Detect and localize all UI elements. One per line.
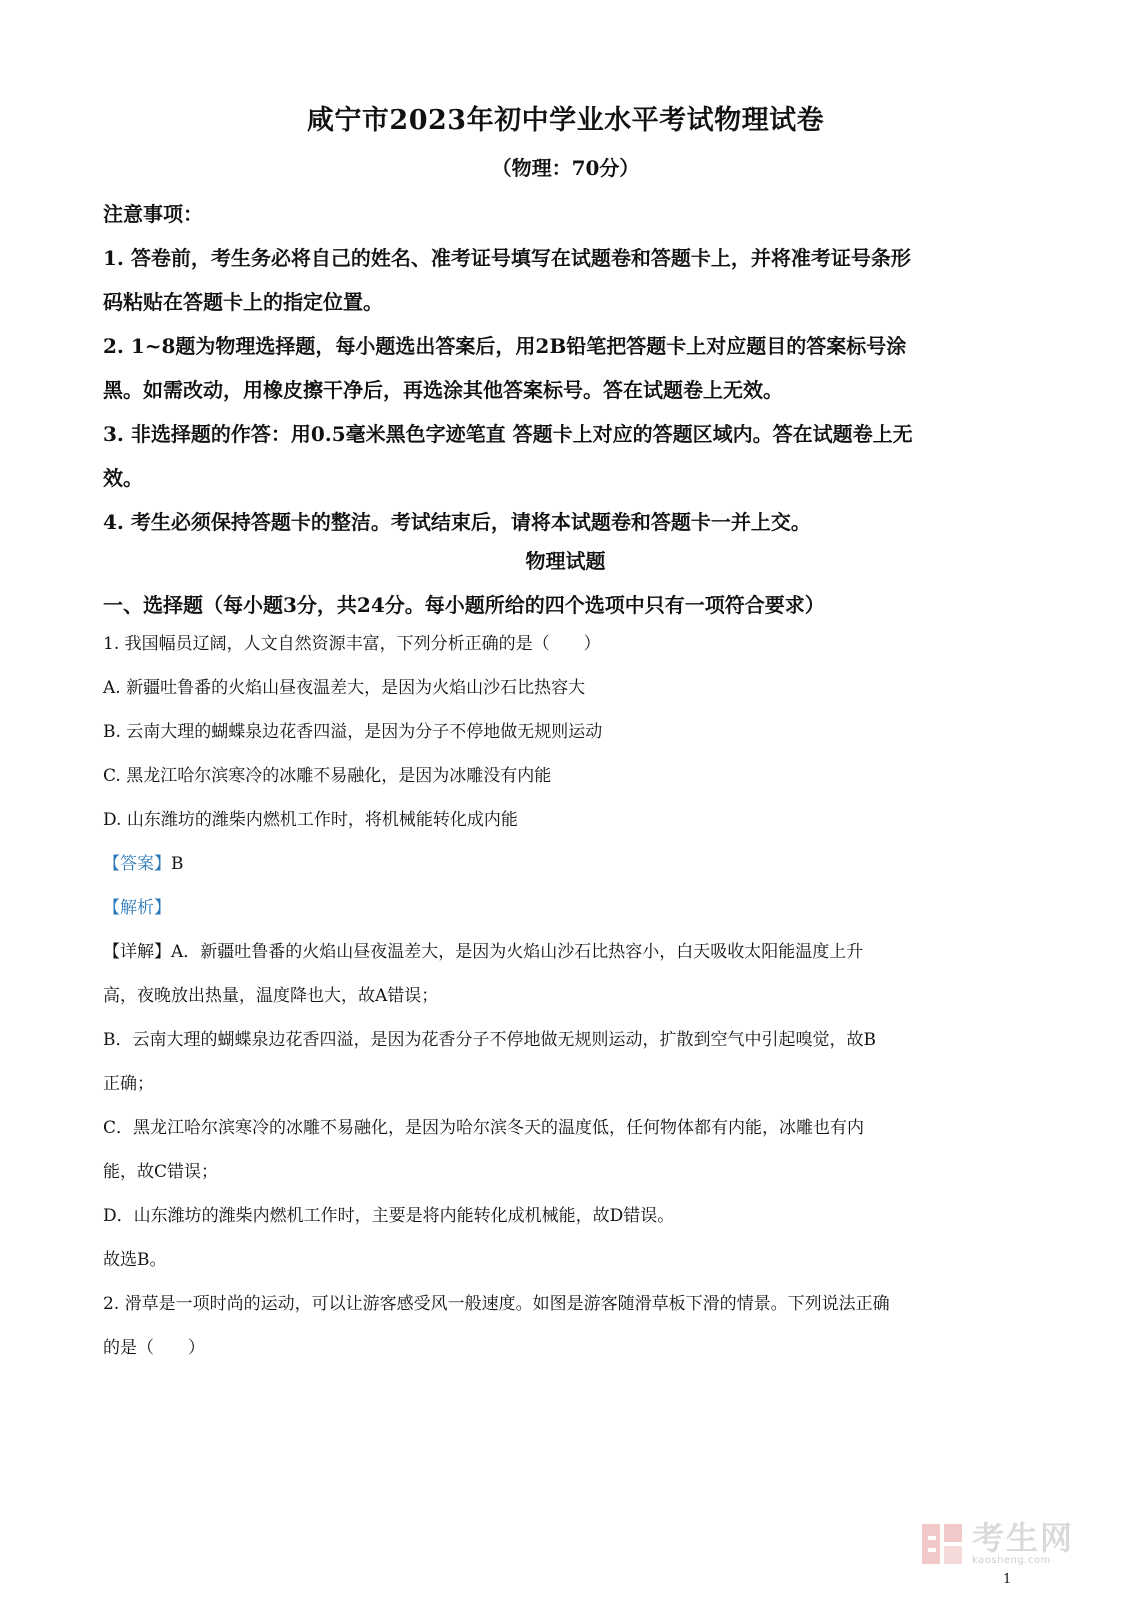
part-one-heading: 一、选择题（每小题3分，共24分。每小题所给的四个选项中只有一项符合要求）	[103, 593, 825, 617]
answer-tag: 【答案】	[103, 854, 171, 874]
answer-line	[103, 842, 1033, 886]
detail-text: A．新疆吐鲁番的火焰山昼夜温差大，是因为火焰山沙石比热容小，白天吸收太阳能温度上升	[171, 942, 864, 962]
exam-subtitle: （物理：70分）	[491, 156, 640, 180]
question-2-line: 2. 滑草是一项时尚的运动，可以让游客感受风一般速度。如图是游客随滑草板下滑的情景。下列说法正确	[103, 1294, 890, 1314]
detail-line: 故选B。	[103, 1250, 167, 1270]
option-b: B. 云南大理的蝴蝶泉边花香四溢，是因为分子不停地做无规则运动	[103, 722, 603, 742]
section-title: 物理试题	[525, 549, 606, 573]
watermark-logo-icon	[920, 1522, 964, 1566]
option-a: A. 新疆吐鲁番的火焰山昼夜温差大，是因为火焰山沙石比热容大	[103, 678, 586, 698]
question-1	[103, 622, 1033, 1370]
notes-heading: 注意事项：	[103, 202, 203, 226]
note-line: 黑。如需改动，用橡皮擦干净后，再选涂其他答案标号。答在试题卷上无效。	[103, 378, 783, 402]
note-line: 1. 答卷前，考生务必将自己的姓名、准考证号填写在试题卷和答题卡上，并将准考证号条形	[103, 246, 911, 270]
note-line: 3. 非选择题的作答：用0.5毫米黑色字迹笔直 答题卡上对应的答题区域内。答在试题卷上无	[103, 422, 913, 446]
note-line: 码粘贴在答题卡上的指定位置。	[103, 290, 383, 314]
detail-line: 能，故C错误；	[103, 1162, 219, 1182]
answer-value: B	[171, 854, 184, 874]
question-stem: 1. 我国幅员辽阔，人文自然资源丰富，下列分析正确的是（ ）	[103, 634, 601, 654]
watermark	[920, 1518, 1100, 1570]
detail-tag: 【详解】	[103, 942, 171, 962]
option-c: C. 黑龙江哈尔滨寒冷的冰雕不易融化，是因为冰雕没有内能	[103, 766, 552, 786]
detail-line: B．云南大理的蝴蝶泉边花香四溢，是因为花香分子不停地做无规则运动，扩散到空气中引起嗅觉，故B	[103, 1030, 876, 1050]
watermark-domain: kaosheng.com	[972, 1555, 1051, 1566]
analysis-tag: 【解析】	[103, 898, 171, 918]
question-2-line: 的是（ ）	[103, 1338, 205, 1358]
note-line: 效。	[103, 466, 143, 490]
exam-title: 咸宁市2023年初中学业水平考试物理试卷	[306, 105, 825, 136]
detail-line: D．山东潍坊的潍柴内燃机工作时，主要是将内能转化成机械能，故D错误。	[103, 1206, 675, 1226]
option-d: D. 山东潍坊的潍柴内燃机工作时，将机械能转化成内能	[103, 810, 518, 830]
detail-line: 高，夜晚放出热量，温度降也大，故A错误；	[103, 986, 439, 1006]
detail-line: C．黑龙江哈尔滨寒冷的冰雕不易融化，是因为哈尔滨冬天的温度低，任何物体都有内能，冰雕也有内	[103, 1118, 865, 1138]
note-line: 4. 考生必须保持答题卡的整洁。考试结束后，请将本试题卷和答题卡一并上交。	[103, 510, 811, 534]
watermark-text: 考生网	[972, 1519, 1075, 1557]
detail-line: 正确；	[103, 1074, 154, 1094]
notes-block	[103, 192, 1033, 544]
note-line: 2. 1~8题为物理选择题，每小题选出答案后，用2B铅笔把答题卡上对应题目的答案标号涂	[103, 334, 907, 358]
detail-line	[103, 930, 1033, 974]
page-number: 1	[1003, 1572, 1012, 1587]
